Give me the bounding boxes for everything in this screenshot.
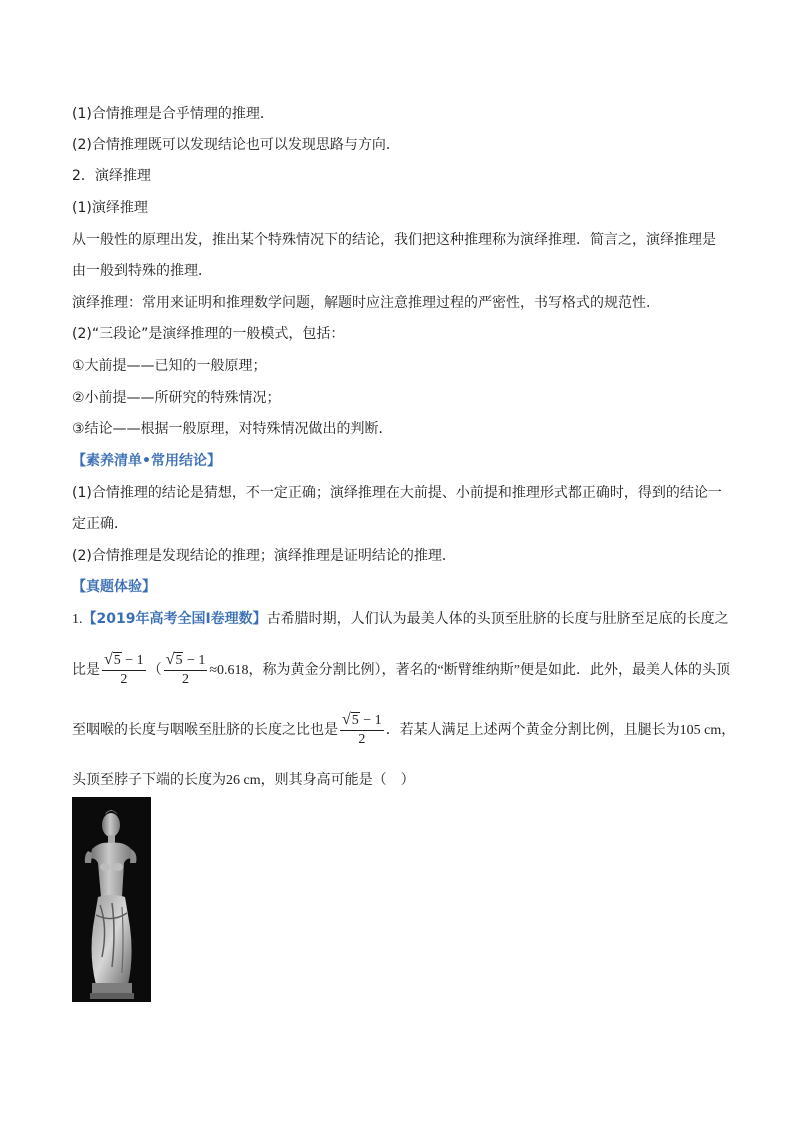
text-line: (2)合情推理既可以发现结论也可以发现思路与方向． xyxy=(72,137,400,153)
question-source: 【2019年高考全国I卷理数】 xyxy=(82,611,267,627)
fraction-minus: − 1 xyxy=(183,653,206,668)
radicand: 5 xyxy=(351,713,359,728)
question-text: 至咽喉的长度与咽喉至肚脐的长度之比也是 xyxy=(72,722,338,738)
summary-line: 定正确． xyxy=(72,516,128,532)
text-line: (1)合情推理是合乎情理的推理． xyxy=(72,106,274,122)
question-text: 古希腊时期，人们认为最美人体的头顶至肚脐的长度与肚脐至足底的长度之 xyxy=(266,611,729,627)
question-line xyxy=(72,610,729,629)
list-item: ②小前提——所研究的特殊情况； xyxy=(72,390,281,406)
fraction-denominator: 2 xyxy=(358,732,366,747)
statue-illustration xyxy=(72,797,151,1002)
radicand: 5 xyxy=(113,653,121,668)
list-item: ①大前提——已知的一般原理； xyxy=(72,358,267,374)
radicand: 5 xyxy=(175,653,183,668)
fraction-denominator: 2 xyxy=(182,672,190,687)
golden-ratio-fraction xyxy=(102,652,146,688)
subsection-heading: (1)演绎推理 xyxy=(72,200,148,216)
golden-ratio-fraction xyxy=(164,652,208,688)
paragraph-line: 由一般到特殊的推理． xyxy=(72,263,212,279)
question-line xyxy=(72,710,735,750)
fraction-denominator: 2 xyxy=(120,672,128,687)
section-heading: 2．演绎推理 xyxy=(72,168,151,184)
summary-line: (1)合情推理的结论是猜想，不一定正确；演绎推理在大前提、小前提和推理形式都正确时，得到的结论一 xyxy=(72,485,722,501)
question-text: （ xyxy=(147,662,162,678)
sqrt-symbol: √ xyxy=(104,651,113,668)
fraction-minus: − 1 xyxy=(121,653,144,668)
sqrt-symbol: √ xyxy=(342,711,351,728)
summary-line: (2)合情推理是发现结论的推理；演绎推理是证明结论的推理． xyxy=(72,548,456,564)
summary-title: 【素养清单•常用结论】 xyxy=(72,453,221,469)
question-line xyxy=(72,650,730,690)
question-text: 比是 xyxy=(72,662,100,678)
subsection-heading: (2)“三段论”是演绎推理的一般模式，包括： xyxy=(72,326,345,342)
question-text: ≈0.618，称为黄金分割比例），著名的“断臂维纳斯”便是如此．此外，最美人体的头顶 xyxy=(209,663,730,678)
fraction-minus: − 1 xyxy=(359,713,382,728)
question-number: 1. xyxy=(72,612,83,627)
golden-ratio-fraction xyxy=(340,712,384,748)
question-text: ．若某人满足上述两个黄金分割比例，且腿长为105 cm， xyxy=(385,723,736,738)
list-item: ③结论——根据一般原理，对特殊情况做出的判断． xyxy=(72,421,393,437)
question-line: 头顶至脖子下端的长度为26 cm，则其身高可能是（ ） xyxy=(72,773,415,788)
paragraph-line: 演绎推理：常用来证明和推理数学问题，解题时应注意推理过程的严密性，书写格式的规范性. xyxy=(72,295,651,311)
sqrt-symbol: √ xyxy=(165,651,175,668)
exam-title: 【真题体验】 xyxy=(72,579,156,595)
paragraph-line: 从一般性的原理出发，推出某个特殊情况下的结论，我们把这种推理称为演绎推理．简言之，演绎推理是 xyxy=(72,232,716,248)
venus-statue-image xyxy=(72,797,151,1002)
